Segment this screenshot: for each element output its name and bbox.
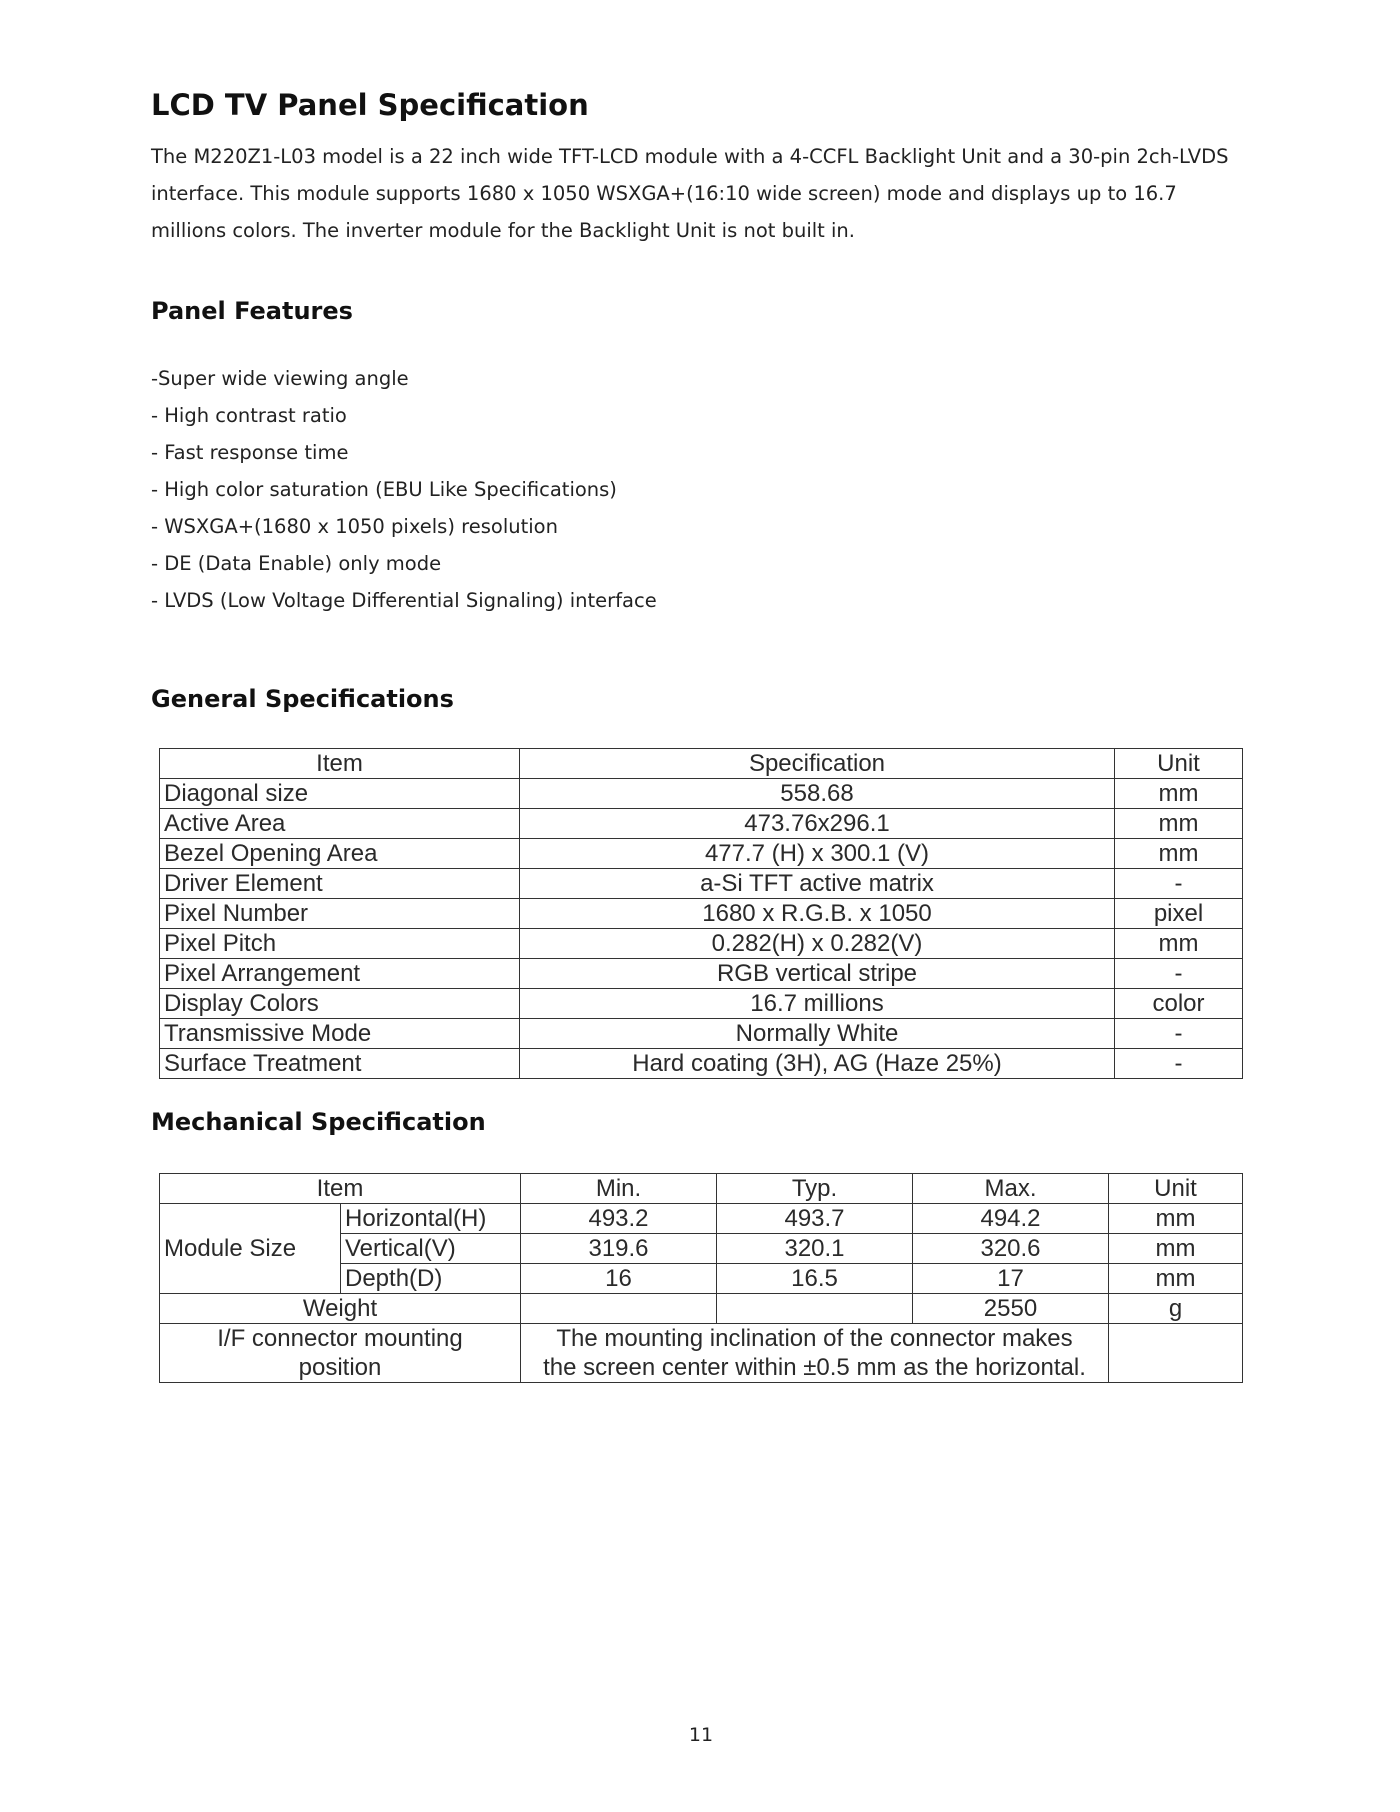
cell-unit: mm: [1109, 1204, 1243, 1234]
list-item: - WSXGA+(1680 x 1050 pixels) resolution: [151, 515, 558, 538]
cell-unit: mm: [1115, 779, 1243, 809]
cell-typ: 493.7: [717, 1204, 913, 1234]
list-item: - High contrast ratio: [151, 404, 347, 427]
cell-typ: 320.1: [717, 1234, 913, 1264]
general-specifications-table: [159, 748, 1243, 1079]
cell-min: 319.6: [521, 1234, 717, 1264]
table-row: [160, 1049, 1243, 1079]
cell-dimension: Depth(D): [341, 1264, 521, 1294]
cell-item: Pixel Pitch: [160, 929, 520, 959]
cell-max: 17: [913, 1264, 1109, 1294]
weight-typ: [717, 1294, 913, 1324]
list-item: -Super wide viewing angle: [151, 367, 409, 390]
header-specification: Specification: [520, 749, 1115, 779]
connector-label-line: I/F connector mounting: [217, 1325, 463, 1352]
module-size-label: Module Size: [160, 1204, 341, 1294]
header-typ: Typ.: [717, 1174, 913, 1204]
panel-features-heading: Panel Features: [151, 297, 353, 325]
cell-spec: 558.68: [520, 779, 1115, 809]
cell-spec: RGB vertical stripe: [520, 959, 1115, 989]
cell-item: Driver Element: [160, 869, 520, 899]
cell-spec: a-Si TFT active matrix: [520, 869, 1115, 899]
table-row: [160, 1294, 1243, 1324]
connector-label: [160, 1324, 521, 1383]
page-number: 11: [688, 1724, 714, 1746]
table-row: [160, 869, 1243, 899]
table-row: [160, 929, 1243, 959]
table-header-row: [160, 1174, 1243, 1204]
connector-label-line: position: [298, 1354, 382, 1381]
cell-dimension: Horizontal(H): [341, 1204, 521, 1234]
general-specifications-heading: General Specifications: [151, 685, 454, 713]
cell-item: Transmissive Mode: [160, 1019, 520, 1049]
cell-unit: -: [1115, 959, 1243, 989]
weight-label: Weight: [160, 1294, 521, 1324]
cell-spec: Hard coating (3H), AG (Haze 25%): [520, 1049, 1115, 1079]
header-unit: Unit: [1109, 1174, 1243, 1204]
table-row: [160, 1324, 1243, 1383]
features-list: [151, 360, 657, 619]
cell-unit: -: [1115, 1049, 1243, 1079]
cell-unit: -: [1115, 1019, 1243, 1049]
cell-max: 494.2: [913, 1204, 1109, 1234]
cell-item: Display Colors: [160, 989, 520, 1019]
page-title: LCD TV Panel Specification: [151, 88, 589, 122]
table-row: [160, 809, 1243, 839]
list-item: - High color saturation (EBU Like Specifications): [151, 478, 617, 501]
cell-unit: mm: [1109, 1234, 1243, 1264]
cell-dimension: Vertical(V): [341, 1234, 521, 1264]
cell-min: 16: [521, 1264, 717, 1294]
table-row: [160, 1019, 1243, 1049]
list-item: - DE (Data Enable) only mode: [151, 552, 442, 575]
weight-unit: g: [1109, 1294, 1243, 1324]
weight-max: 2550: [913, 1294, 1109, 1324]
list-item: - LVDS (Low Voltage Differential Signaling) interface: [151, 589, 657, 612]
cell-typ: 16.5: [717, 1264, 913, 1294]
connector-note-line: The mounting inclination of the connector makes: [556, 1325, 1073, 1352]
cell-item: Surface Treatment: [160, 1049, 520, 1079]
header-min: Min.: [521, 1174, 717, 1204]
cell-unit: mm: [1109, 1264, 1243, 1294]
header-max: Max.: [913, 1174, 1109, 1204]
cell-spec: 0.282(H) x 0.282(V): [520, 929, 1115, 959]
connector-unit: [1109, 1324, 1243, 1383]
header-item: Item: [160, 749, 520, 779]
mechanical-specification-heading: Mechanical Specification: [151, 1108, 486, 1136]
cell-spec: Normally White: [520, 1019, 1115, 1049]
header-unit: Unit: [1115, 749, 1243, 779]
weight-min: [521, 1294, 717, 1324]
table-row: [160, 779, 1243, 809]
cell-unit: mm: [1115, 809, 1243, 839]
cell-item: Pixel Arrangement: [160, 959, 520, 989]
cell-unit: pixel: [1115, 899, 1243, 929]
cell-spec: 477.7 (H) x 300.1 (V): [520, 839, 1115, 869]
cell-item: Active Area: [160, 809, 520, 839]
cell-spec: 473.76x296.1: [520, 809, 1115, 839]
cell-item: Pixel Number: [160, 899, 520, 929]
cell-item: Diagonal size: [160, 779, 520, 809]
table-row: [160, 989, 1243, 1019]
cell-min: 493.2: [521, 1204, 717, 1234]
table-row: [160, 839, 1243, 869]
header-item: Item: [160, 1174, 521, 1204]
table-header-row: [160, 749, 1243, 779]
cell-unit: -: [1115, 869, 1243, 899]
cell-unit: mm: [1115, 929, 1243, 959]
connector-note: [521, 1324, 1109, 1383]
cell-unit: mm: [1115, 839, 1243, 869]
table-row: [160, 959, 1243, 989]
cell-unit: color: [1115, 989, 1243, 1019]
table-row: [160, 1204, 1243, 1234]
intro-paragraph: The M220Z1-L03 model is a 22 inch wide TFT-LCD module with a 4-CCFL Backlight Unit and a 30-pin 2ch-LVDS interface. This module supports 1680 x 1050 WSXGA+(16:10 wide screen) mode and displays up to 16.7 millions colors. The inverter module for the Backlight Unit is not built in.: [151, 145, 1229, 242]
table-row: [160, 899, 1243, 929]
mechanical-specification-table: [159, 1173, 1243, 1383]
cell-spec: 1680 x R.G.B. x 1050: [520, 899, 1115, 929]
cell-spec: 16.7 millions: [520, 989, 1115, 1019]
list-item: - Fast response time: [151, 441, 349, 464]
connector-note-line: the screen center within ±0.5 mm as the horizontal.: [543, 1354, 1086, 1381]
cell-item: Bezel Opening Area: [160, 839, 520, 869]
cell-max: 320.6: [913, 1234, 1109, 1264]
